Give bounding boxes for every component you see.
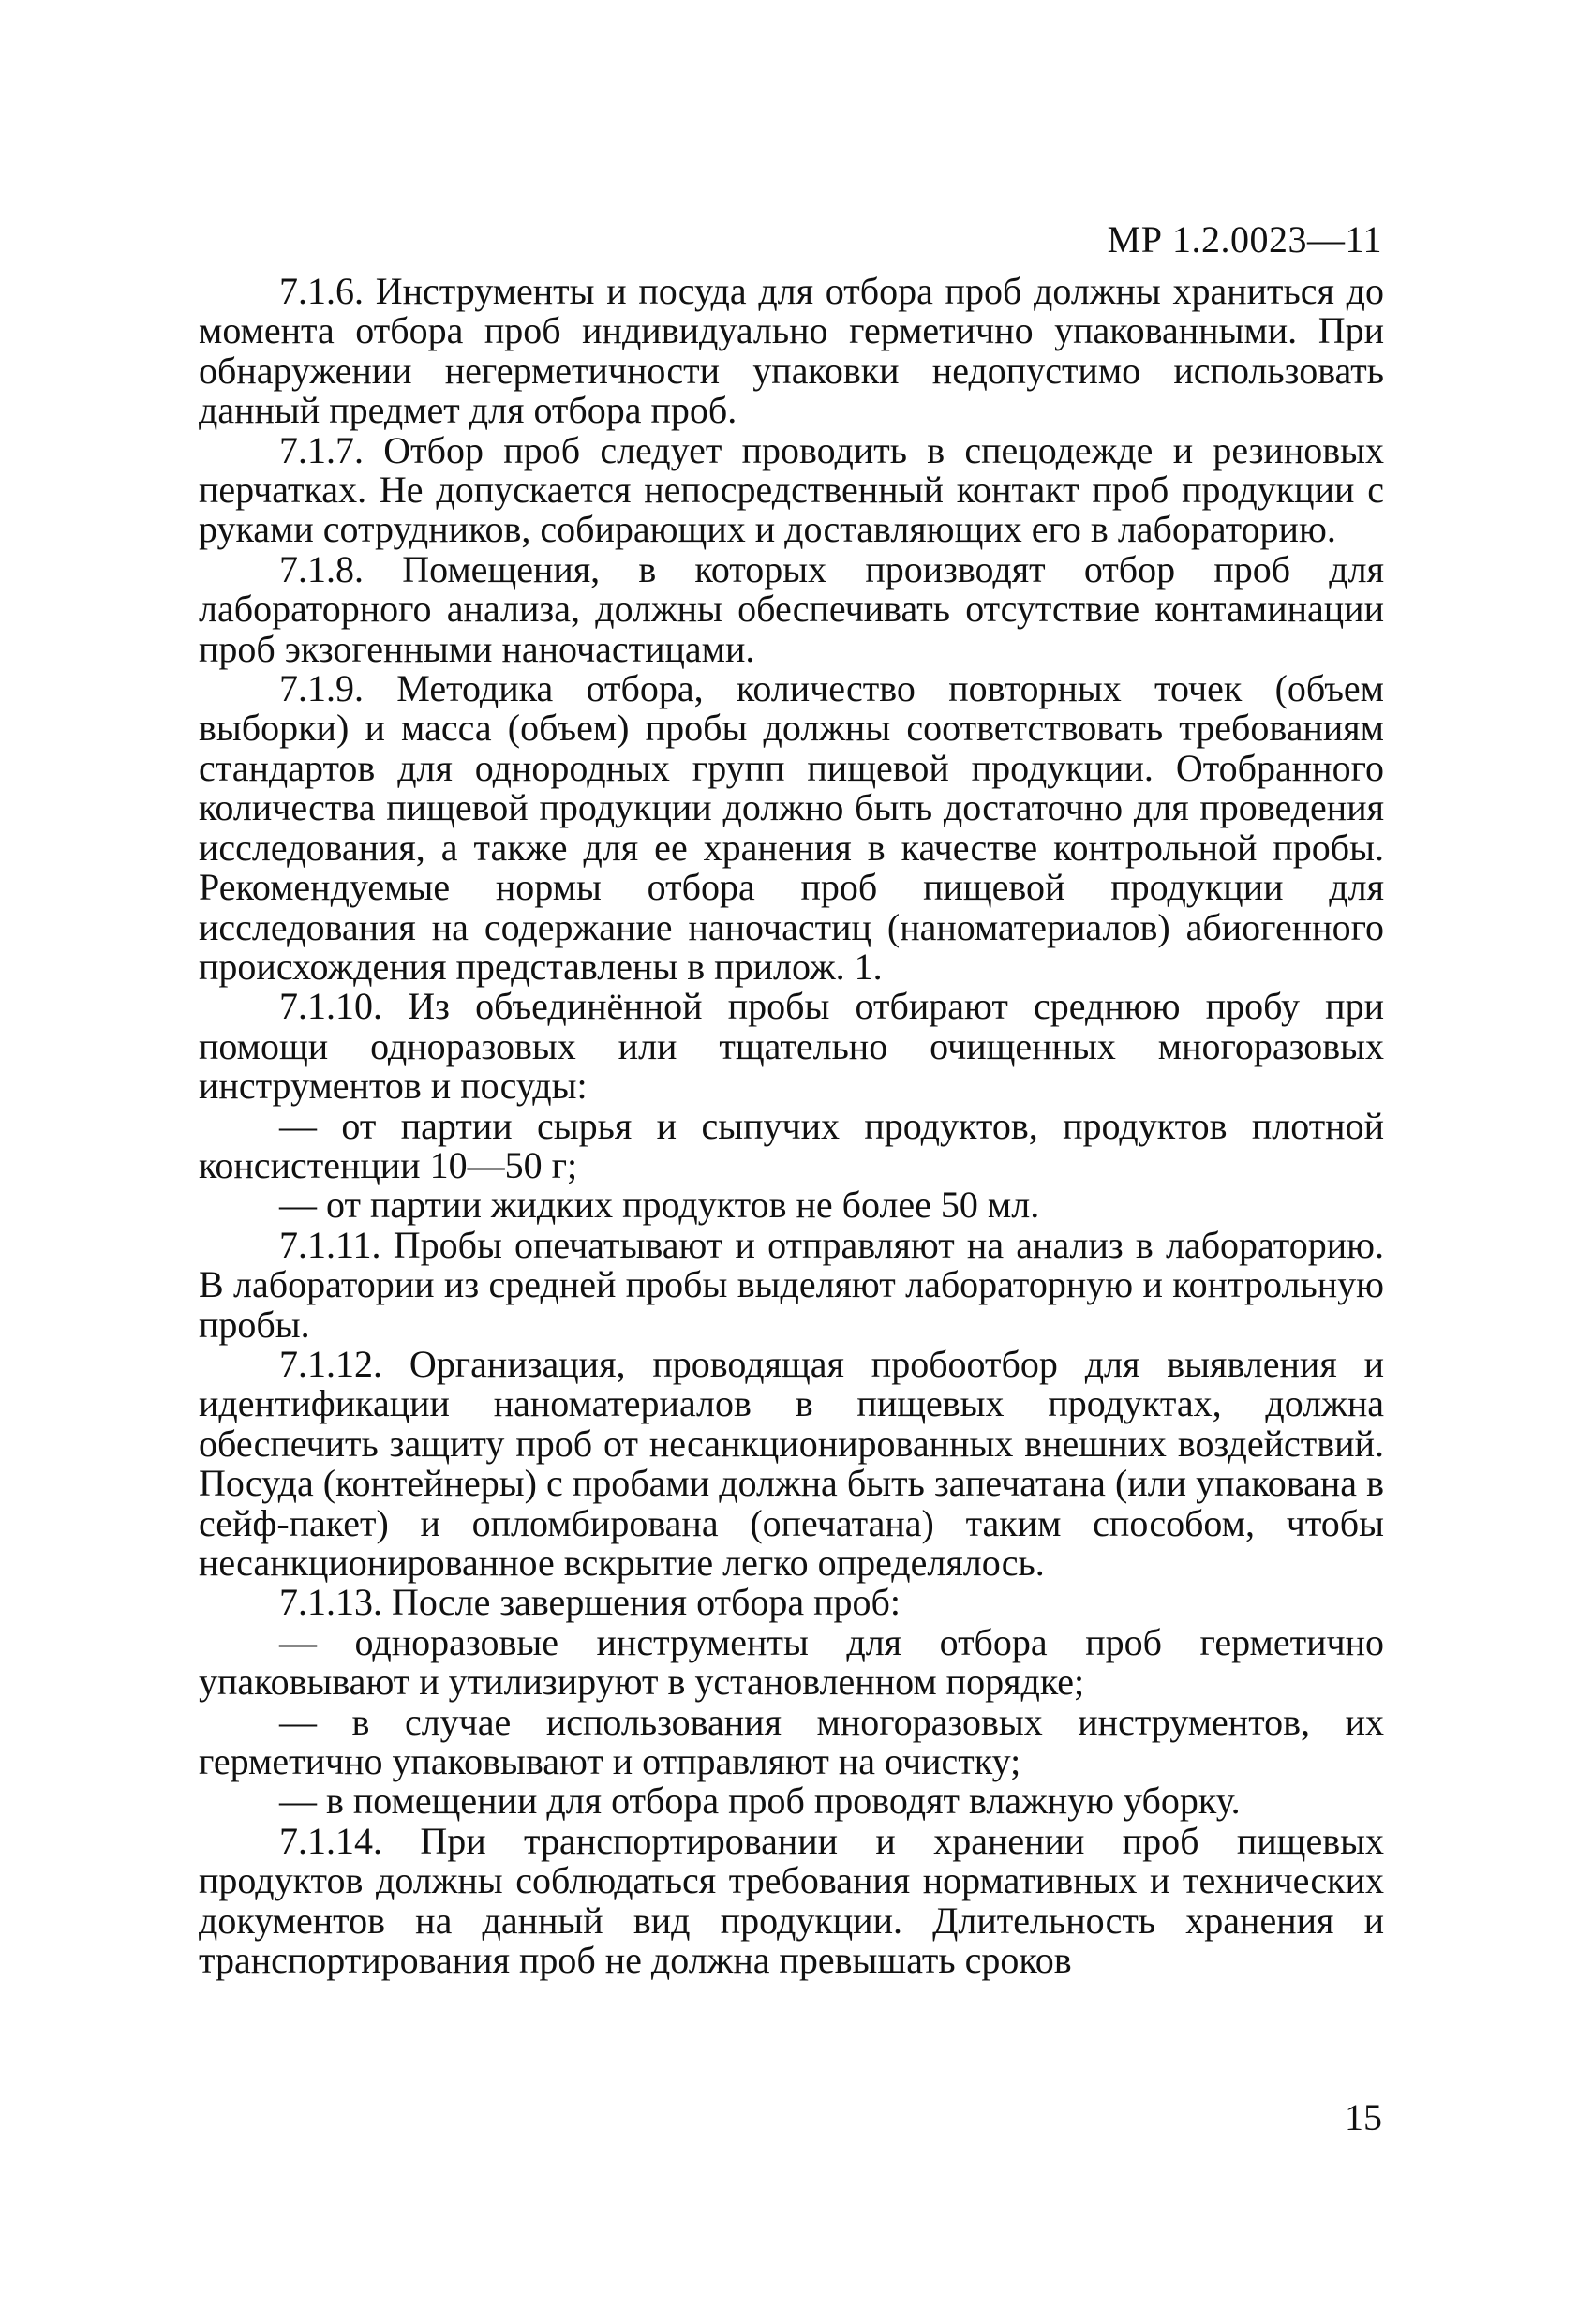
page-number: 15: [1345, 2096, 1382, 2138]
list-item-bulk-products: — от партии сырья и сыпучих продуктов, продуктов плотной консистенции 10—50 г;: [199, 1104, 1384, 1186]
paragraph-7-1-9: 7.1.9. Методика отбора, количество повторных точек (объем выборки) и масса (объем) пробы должны соответствовать требованиям стандартов для однородных групп пищевой продукции. Отобранного количества пищевой продукции должно быть достаточно для проведения исследования, а также для ее хранения в качестве контрольной пробы. Рекомендуемые нормы отбора проб пищевой продукции для исследования на содержание наночастиц (наноматериалов) абиогенного происхождения представлены в прилож. 1.: [199, 667, 1384, 988]
list-item-wet-cleaning: — в помещении для отбора проб проводят влажную уборку.: [279, 1780, 1241, 1823]
paragraph-7-1-7: 7.1.7. Отбор проб следует проводить в спецодежде и резиновых перчатках. Не допускается непосредственный контакт проб продукции с руками сотрудников, собирающих и доставляющих его в лабораторию.: [199, 428, 1384, 551]
list-item-reusable-tools: — в случае использования многоразовых инструментов, их герметично упаковывают и отправляют на очистку;: [199, 1700, 1384, 1783]
paragraph-7-1-14: 7.1.14. При транспортировании и хранении проб пищевых продуктов должны соблюдаться требования нормативных и технических документов на данный вид продукции. Длительность хранения и транспортирования проб не должна превышать сроков: [199, 1819, 1384, 1982]
paragraph-7-1-8: 7.1.8. Помещения, в которых производят отбор проб для лабораторного анализа, должны обеспечивать отсутствие контаминации проб экзогенными наночастицами.: [199, 547, 1384, 670]
paragraph-7-1-10: 7.1.10. Из объединённой пробы отбирают среднюю пробу при помощи одноразовых или тщательно очищенных многоразовых инструментов и посуды:: [199, 985, 1384, 1108]
body-text: [199, 272, 1384, 1980]
list-item-liquid-products: — от партии жидких продуктов не более 50 мл.: [279, 1184, 1040, 1227]
list-item-disposable-tools: — одноразовые инструменты для отбора проб герметично упаковывают и утилизируют в установленном порядке;: [199, 1620, 1384, 1704]
document-code: МР 1.2.0023—11: [1107, 218, 1382, 261]
paragraph-7-1-12: 7.1.12. Организация, проводящая пробоотбор для выявления и идентификации наноматериалов в пищевых продуктах, должна обеспечить защиту проб от несанкционированных внешних воздействий. Посуда (контейнеры) с пробами должна быть запечатана (или упакована в сейф-пакет) и опломбирована (опечатана) таким способом, чтобы несанкционированное вскрытие легко определялось.: [199, 1342, 1384, 1584]
paragraph-7-1-11: 7.1.11. Пробы опечатывают и отправляют на анализ в лабораторию. В лаборатории из средней пробы выделяют лабораторную и контрольную пробы.: [199, 1223, 1384, 1346]
paragraph-7-1-13: 7.1.13. После завершения отбора проб:: [279, 1581, 901, 1624]
paragraph-7-1-6: 7.1.6. Инструменты и посуда для отбора проб должны храниться до момента отбора проб индивидуально герметично упакованными. При обнаружении негерметичности упаковки недопустимо использовать данный предмет для отбора проб.: [199, 270, 1384, 432]
